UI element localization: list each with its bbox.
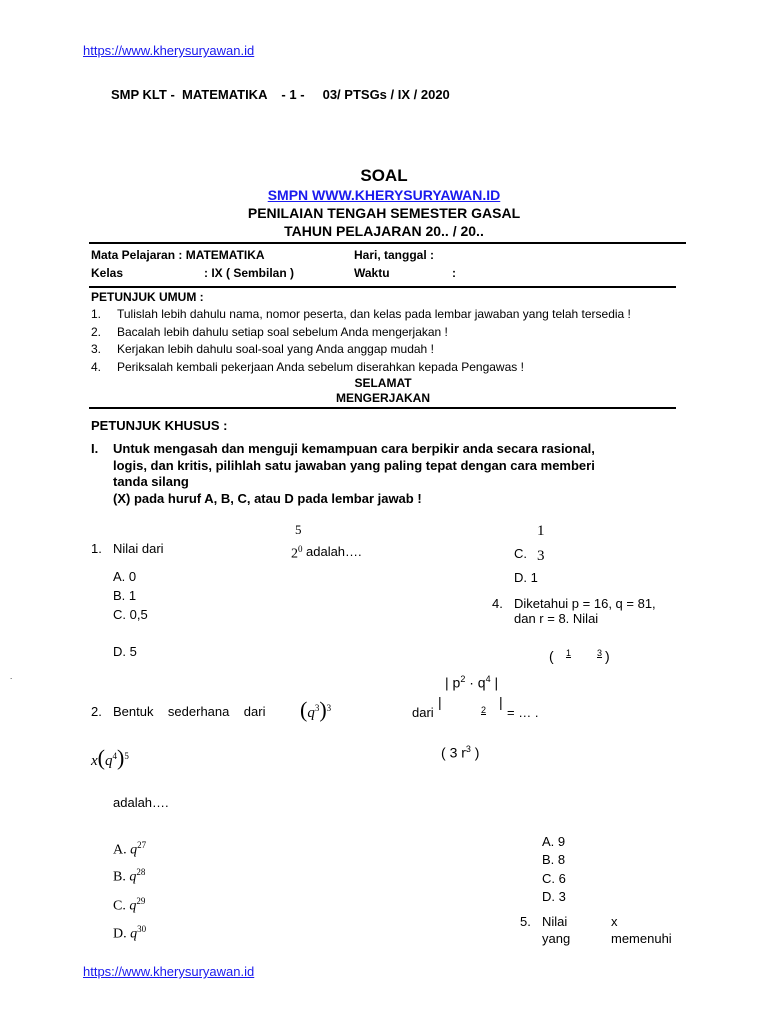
q4-line-2: dan r = 8. Nilai	[514, 611, 599, 626]
q2-option-letter: C.	[113, 898, 126, 914]
q2-adalah: adalah….	[113, 795, 169, 810]
q2-option-base: q	[129, 869, 137, 885]
q2-option-base: q	[130, 842, 138, 858]
q1-number: 1.	[91, 541, 102, 556]
q5-word-x: x	[611, 914, 618, 929]
class-label: Kelas	[91, 266, 124, 280]
q2-option	[113, 924, 146, 943]
q4-frac-top-right: 3	[597, 648, 603, 658]
bottom-url-link[interactable]: https://www.kherysuryawan.id	[83, 964, 255, 979]
q1-exponent-top: 5	[295, 522, 302, 537]
q2-option-exponent: 30	[137, 924, 147, 934]
instruction-line-3: tanda silang	[113, 474, 189, 489]
class-value: : IX ( Sembilan )	[204, 266, 295, 280]
q4-paren-left-top: (	[549, 648, 554, 664]
general-instruction-text: Tulislah lebih dahulu nama, nomor peserta, dan kelas pada lembar jawaban yang telah tersedia !	[117, 307, 631, 321]
q4-dari: dari	[412, 705, 434, 720]
q4-denominator: ( 3 $r^3$ )	[441, 744, 480, 761]
mengerjakan-text: MENGERJAKAN	[335, 391, 430, 405]
q2-x-expression: $x(q^4)^5$	[91, 745, 129, 770]
q2-option	[113, 896, 145, 915]
q1-option-d-right: D. 1	[514, 570, 538, 585]
time-colon: :	[452, 266, 456, 280]
q4-paren-right-top: )	[605, 648, 610, 664]
title-soal: SOAL	[360, 166, 408, 185]
q2-option-letter: B.	[113, 869, 126, 885]
general-instructions-title: PETUNJUK UMUM :	[91, 290, 204, 304]
general-instruction-text: Periksalah kembali pekerjaan Anda sebelum diserahkan kepada Pengawas !	[117, 359, 524, 374]
q4-bar-left: |	[438, 694, 442, 710]
instruction-line-4: (X) pada huruf A, B, C, atau D pada lembar jawab !	[113, 491, 422, 506]
q1-suffix: adalah….	[306, 544, 362, 559]
divider-info	[89, 286, 676, 288]
q1-c-numerator: 1	[537, 523, 545, 539]
instruction-line-1: Untuk mengasah dan menguji kemampuan cara berpikir anda secara rasional,	[113, 441, 595, 456]
q2-expression: $(q^3)^3$	[300, 697, 332, 722]
q2-option-exponent: 28	[136, 867, 146, 877]
exam-title: PENILAIAN TENGAH SEMESTER GASAL	[247, 205, 521, 221]
general-instruction-number: 4.	[91, 359, 102, 374]
margin-dot: .	[10, 672, 13, 681]
q4-frac-top-left: 1	[566, 648, 572, 658]
instruction-line-2: logis, dan kritis, pilihlah satu jawaban yang paling tepat dengan cara memberi	[113, 458, 595, 473]
q5-word-nilai: Nilai	[542, 914, 568, 929]
q2-option-exponent: 29	[136, 896, 146, 906]
q4-option-d: D. 3	[542, 889, 566, 904]
q1-option-c: C. 0,5	[113, 607, 148, 622]
q5-word-yang: yang	[542, 931, 571, 946]
q2-text: Bentuk sederhana dari	[113, 704, 266, 719]
q2-option-letter: D.	[113, 926, 127, 942]
q1-c-denominator: 3	[537, 548, 545, 564]
q2-option-exponent: 27	[137, 840, 147, 850]
q4-option-c: C. 6	[542, 871, 566, 886]
general-instruction-text: Kerjakan lebih dahulu soal-soal yang Anda anggap mudah !	[117, 342, 434, 356]
q2-option	[113, 867, 145, 886]
q1-text: Nilai dari	[113, 541, 164, 556]
q1-option-a: A. 0	[113, 569, 137, 584]
school-link[interactable]: SMPN WWW.KHERYSURYAWAN.ID	[267, 187, 501, 203]
q4-numerator: | $p^2 \cdot q^4$ |	[445, 674, 499, 691]
section-roman-numeral: I.	[91, 441, 99, 456]
q1-base: $2^0$	[291, 544, 303, 562]
specific-instructions-title: PETUNJUK KHUSUS :	[91, 418, 228, 433]
q1-option-b: B. 1	[113, 588, 137, 603]
general-instruction-number: 2.	[91, 324, 102, 339]
q4-line-1: Diketahui p = 16, q = 81,	[514, 596, 656, 611]
q2-option	[113, 840, 146, 859]
q2-option-letter: A.	[113, 842, 127, 858]
subject-label: Mata Pelajaran : MATEMATIKA	[91, 248, 265, 262]
top-url-link[interactable]: https://www.kherysuryawan.id	[83, 43, 255, 58]
q2-number: 2.	[91, 704, 102, 719]
general-instruction-text: Bacalah lebih dahulu setiap soal sebelum Anda mengerjakan !	[117, 324, 448, 339]
general-instruction-number: 3.	[91, 342, 102, 356]
q4-option-a: A. 9	[542, 834, 566, 849]
exam-code-header: SMP KLT - MATEMATIKA - 1 - 03/ PTSGs / IX / 2020	[111, 87, 450, 102]
q2-option-base: q	[130, 926, 138, 942]
divider-top	[89, 242, 686, 244]
q2-option-base: q	[129, 898, 137, 914]
general-instruction-number: 1.	[91, 307, 102, 321]
q4-sub-two: 2	[481, 705, 487, 715]
academic-year: TAHUN PELAJARAN 20.. / 20..	[284, 223, 484, 239]
time-label: Waktu	[354, 266, 390, 280]
divider-instructions	[89, 407, 676, 409]
selamat-text: SELAMAT	[354, 376, 412, 390]
date-label: Hari, tanggal :	[354, 248, 435, 262]
q1-option-d: D. 5	[113, 644, 137, 659]
q5-word-memenuhi: memenuhi	[611, 931, 672, 946]
q5-number: 5.	[520, 914, 531, 929]
q4-option-b: B. 8	[542, 852, 566, 867]
q1-c-prefix: C.	[514, 546, 527, 561]
q4-bar-right: |	[499, 694, 503, 710]
q4-number: 4.	[492, 596, 503, 611]
q4-equals: = … .	[507, 705, 539, 720]
